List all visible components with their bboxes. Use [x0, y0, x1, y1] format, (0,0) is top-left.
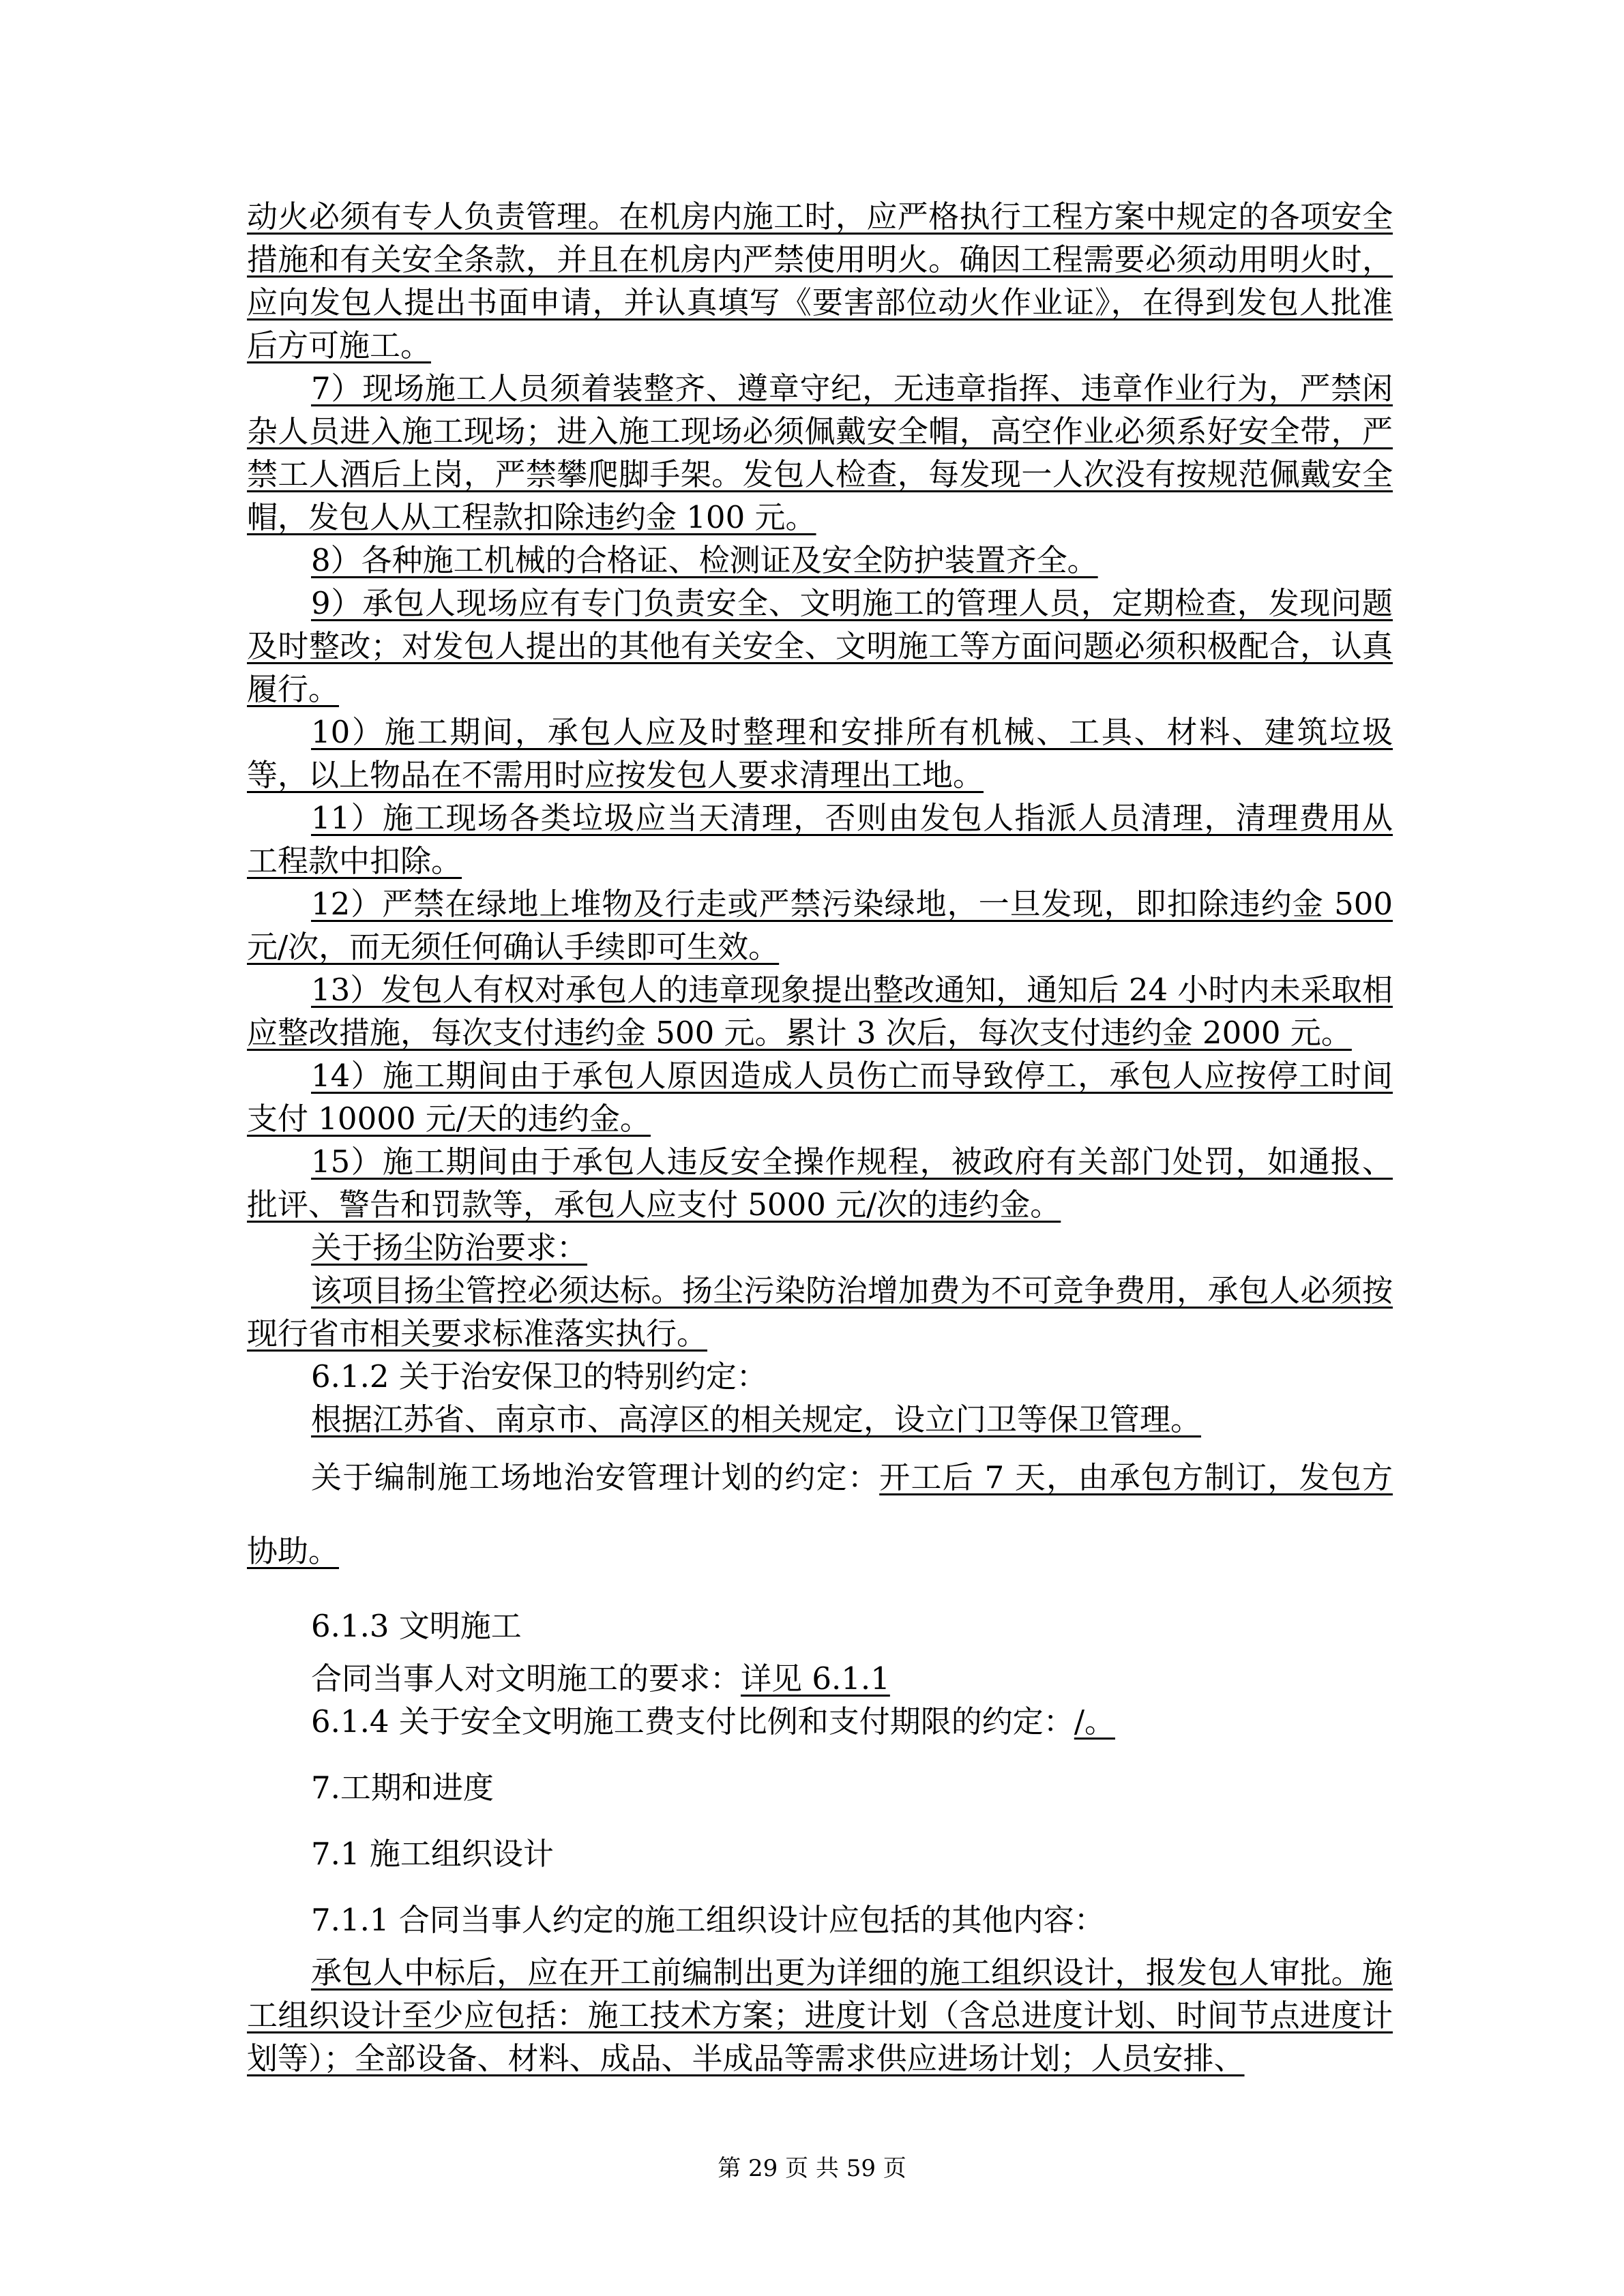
paragraph-hot-work: 动火必须有专人负责管理。在机房内施工时，应严格执行工程方案中规定的各项安全措施和有关安全条款，并且在机房内严禁使用明火。确因工程需要必须动用明火时，应向发包人提出书面申请，并认真填写《要害部位动火作业证》，在得到发包人批准后方可施工。	[247, 198, 1393, 363]
civilized-construction-requirement	[247, 1657, 1393, 1700]
section-6-1-4-agreement	[247, 1700, 1393, 1743]
security-plan-label: 关于编制施工场地治安管理计划的约定：	[311, 1459, 880, 1495]
civilized-requirement-label: 合同当事人对文明施工的要求：	[311, 1660, 741, 1697]
safety-fee-label: 6.1.4 关于安全文明施工费支付比例和支付期限的约定：	[311, 1703, 1074, 1740]
clause-10-site-cleanup: 10）施工期间，承包人应及时整理和安排所有机械、工具、材料、建筑垃圾等，以上物品在不需用时应按发包人要求清理出工地。	[247, 714, 1393, 793]
security-plan-value: 开工后 7 天，由承包方制订，发包方协助。	[247, 1459, 1393, 1569]
safety-fee-value: /。	[1074, 1703, 1115, 1740]
clause-13-rectification: 13）发包人有权对承包人的违章现象提出整改通知，通知后 24 小时内未采取相应整改措施，每次支付违约金 500 元。累计 3 次后，每次支付违约金 2000 元。	[247, 972, 1393, 1051]
dust-control-text: 该项目扬尘管控必须达标。扬尘污染防治增加费为不可竞争费用，承包人必须按现行省市相关要求标准落实执行。	[247, 1272, 1393, 1352]
page-body	[247, 195, 1393, 2080]
clause-14-casualty: 14）施工期间由于承包人原因造成人员伤亡而导致停工，承包人应按停工时间支付 10000 元/天的违约金。	[247, 1058, 1393, 1137]
section-6-1-2-heading: 6.1.2 关于治安保卫的特别约定：	[311, 1358, 767, 1395]
section-7-1-heading: 7.1 施工组织设计	[311, 1836, 554, 1872]
clause-15-penalty: 15）施工期间由于承包人违反安全操作规程，被政府有关部门处罚，如通报、批评、警告和罚款等，承包人应支付 5000 元/次的违约金。	[247, 1144, 1393, 1223]
section-7-heading: 7.工期和进度	[311, 1770, 494, 1806]
section-7-1-1-heading: 7.1.1 合同当事人约定的施工组织设计应包括的其他内容：	[311, 1902, 1105, 1938]
page-number-footer: 第 29 页 共 59 页	[718, 2155, 906, 2182]
dust-control-heading: 关于扬尘防治要求：	[311, 1229, 588, 1266]
construction-design-text: 承包人中标后，应在开工前编制出更为详细的施工组织设计，报发包人审批。施工组织设计至少应包括：施工技术方案；进度计划（含总进度计划、时间节点进度计划等）；全部设备、材料、成品、半成品等需求供应进场计划；人员安排、	[247, 1954, 1393, 2076]
security-rule-text: 根据江苏省、南京市、高淳区的相关规定，设立门卫等保卫管理。	[311, 1401, 1202, 1437]
clause-12-green-land: 12）严禁在绿地上堆物及行走或严禁污染绿地，一旦发现，即扣除违约金 500 元/次，而无须任何确认手续即可生效。	[247, 886, 1393, 965]
clause-7-safety-helmet: 7）现场施工人员须着装整齐、遵章守纪，无违章指挥、违章作业行为，严禁闲杂人员进入施工现场；进入施工现场必须佩戴安全帽，高空作业必须系好安全带，严禁工人酒后上岗，严禁攀爬脚手架。发包人检查，每发现一人次没有按规范佩戴安全帽，发包人从工程款扣除违约金 100 元。	[247, 370, 1393, 535]
civilized-requirement-value: 详见 6.1.1	[741, 1660, 890, 1697]
clause-11-garbage: 11）施工现场各类垃圾应当天清理，否则由发包人指派人员清理，清理费用从工程款中扣除。	[247, 800, 1393, 879]
security-plan-agreement	[247, 1441, 1393, 1588]
clause-9-safety-manager: 9）承包人现场应有专门负责安全、文明施工的管理人员，定期检查，发现问题及时整改；对发包人提出的其他有关安全、文明施工等方面问题必须积极配合，认真履行。	[247, 585, 1393, 707]
clause-8-machinery: 8）各种施工机械的合格证、检测证及安全防护装置齐全。	[311, 542, 1098, 578]
section-6-1-3-heading: 6.1.3 文明施工	[311, 1608, 522, 1644]
